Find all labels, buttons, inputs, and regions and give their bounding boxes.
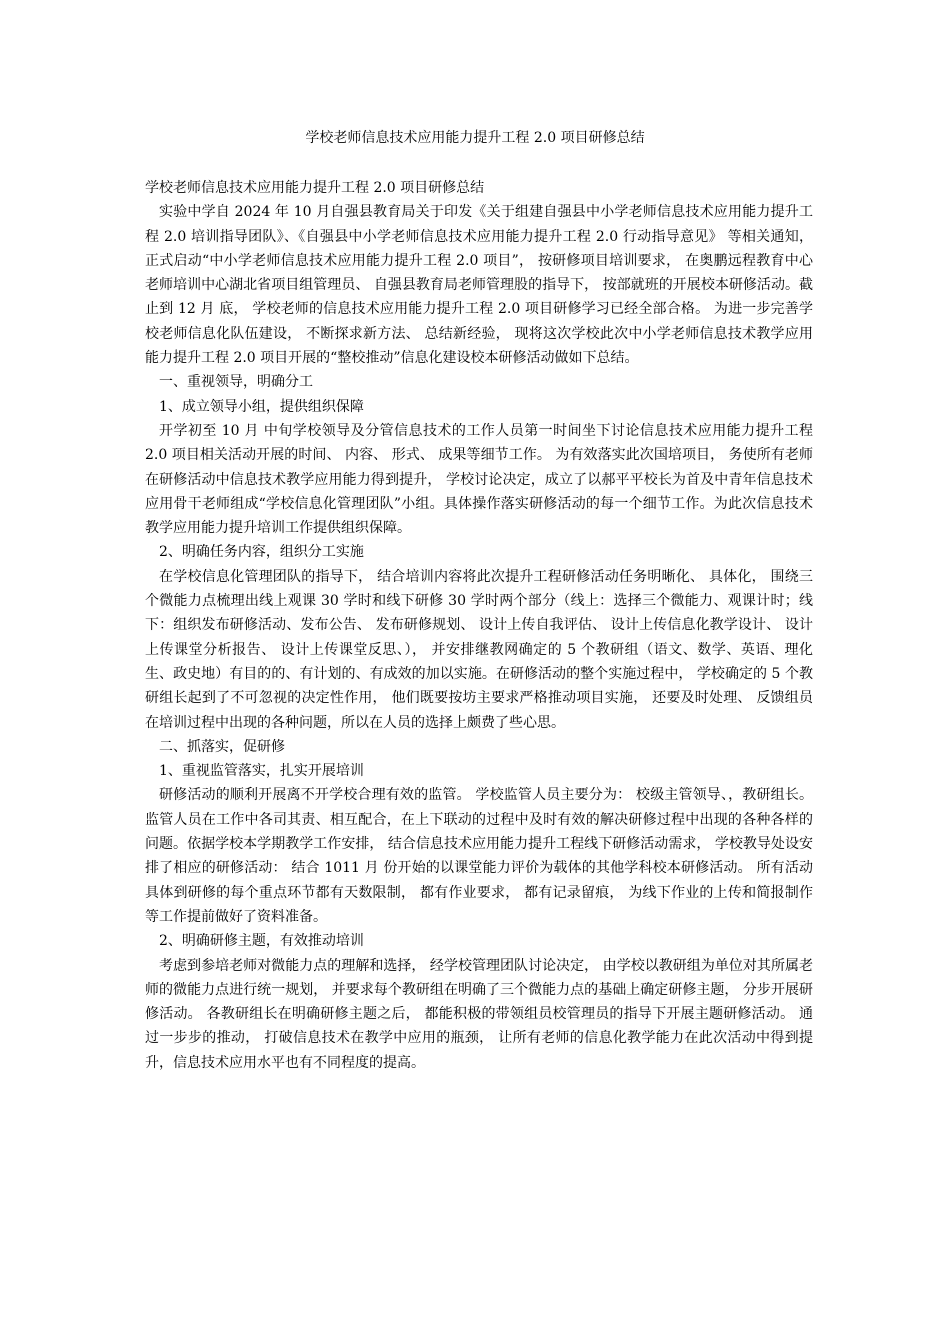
- body-paragraph: 开学初至 10 月 中旬学校领导及分管信息技术的工作人员第一时间坐下讨论信息技术应用能力提升工程 2.0 项目相关活动开展的时间、 内容、 形式、 成果等细节工作。 为有效落实此次国培项目， 务使所有老师在研修活动中信息技术教学应用能力得到提升， 学校讨论决定，成立了以郝平平校长为首及中青年信息技术应用骨干老师组成“学校信息化管理团队”小组。具体操作落实研修活动的每一个细节工作。为此次信息技术教学应用能力提升培训工作提供组织保障。: [145, 422, 813, 537]
- body-paragraph: 在学校信息化管理团队的指导下， 结合培训内容将此次提升工程研修活动任务明晰化、 具体化， 围绕三个微能力点梳理出线上观课 30 学时和线下研修 30 学时两个部分（线上：选择三个微能力、观课计时；线下：组织发布研修活动、发布公告、 发布研修规划、 设计上传自我评估、 设计上传信息化教学设计、 设计上传课堂分析报告、 设计上传课堂反思、）， 并安排继教网确定的 5 个教研组（语文、数学、英语、理化生、政史地）有目的的、有计划的、有成效的加以实施。在研修活动的整个实施过程中， 学校确定的 5 个教研组长起到了不可忽视的决定性作用， 他们既要按坊主要求严格推动项目实施， 还要及时处理、 反馈组员在培训过程中出现的各种问题，所以在人员的选择上颇费了些心思。: [145, 568, 813, 731]
- section-heading: 2、明确任务内容，组织分工实施: [159, 544, 364, 561]
- body-paragraph: 学校老师信息技术应用能力提升工程 2.0 项目研修总结: [145, 180, 485, 196]
- body-paragraph: 考虑到参培老师对微能力点的理解和选择， 经学校管理团队讨论决定， 由学校以教研组为单位对其所属老师的微能力点进行统一规划， 并要求每个教研组在明确了三个微能力点的基础上确定研修主题， 分步开展研修活动。 各教研组长在明确研修主题之后， 都能积极的带领组员校管理员的指导下开展主题研修活动。 通过一步步的推动， 打破信息技术在教学中应用的瓶颈， 让所有老师的信息化教学能力在此次活动中得到提升，信息技术应用水平也有不同程度的提高。: [145, 957, 813, 1071]
- section-heading: 二、抓落实，促研修: [159, 738, 285, 755]
- body-paragraph: 研修活动的顺利开展离不开学校合理有效的监管。 学校监管人员主要分为： 校级主管领导、，教研组长。监管人员在工作中各司其责、相互配合，在上下联动的过程中及时有效的解决研修过程中出现的各种各样的问题。依据学校本学期教学工作安排， 结合信息技术应用能力提升工程线下研修活动需求， 学校教导处设安排了相应的研修活动： 结合 1011 月 份开始的以课堂能力评价为载体的其他学科校本研修活动。 所有活动具体到研修的每个重点环节都有天数限制， 都有作业要求， 都有记录留痕， 为线下作业的上传和简报制作等工作提前做好了资料准备。: [145, 787, 813, 925]
- document-title: 学校老师信息技术应用能力提升工程 2.0 项目研修总结: [305, 130, 645, 146]
- document-body: [145, 176, 813, 1075]
- section-heading: 2、明确研修主题，有效推动培训: [159, 933, 364, 950]
- section-heading: 1、重视监管落实，扎实开展培训: [159, 763, 364, 780]
- body-paragraph: 实验中学自 2024 年 10 月自强县教育局关于印发《关于组建自强县中小学老师信息技术应用能力提升工程 2.0 培训指导团队》、《自强县中小学老师信息技术应用能力提升工程 2.0 行动指导意见》 等相关通知， 正式启动“中小学老师信息技术应用能力提升工程 2.0 项目”， 按研修项目培训要求， 在奥鹏远程教育中心老师培训中心湖北省项目组管理员、 自强县教育局老师管理股的指导下， 按部就班的开展校本研修活动。截止到 12 月 底， 学校老师的信息技术应用能力提升工程 2.0 项目研修学习已经全部合格。 为进一步完善学校老师信息化队伍建设， 不断探求新方法、 总结新经验， 现将这次学校此次中小学老师信息技术教学应用能力提升工程 2.0 项目开展的“整校推动”信息化建设校本研修活动做如下总结。: [145, 204, 813, 367]
- section-heading: 一、重视领导，明确分工: [159, 374, 313, 391]
- section-heading: 1、成立领导小组，提供组织保障: [159, 398, 364, 415]
